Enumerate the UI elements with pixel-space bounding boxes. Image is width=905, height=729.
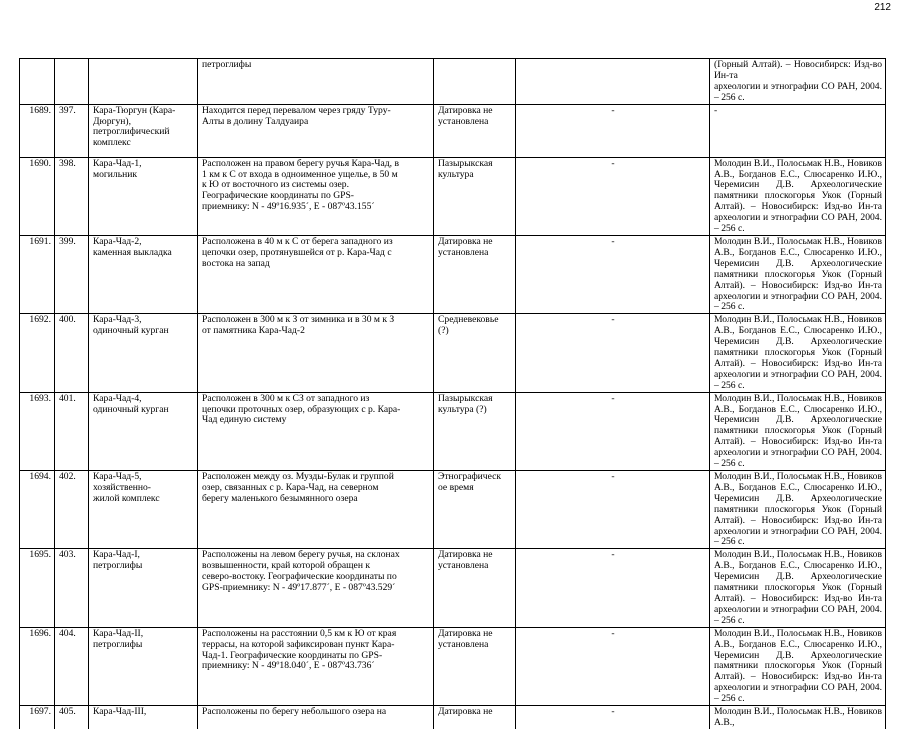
monuments-table <box>19 58 886 729</box>
literature-reference-cell: Молодин В.И., Полосьмак Н.В., Новиков А.В., Богданов Е.С., Слюсаренко И.Ю., Черемисин Д.В. Археологические памятники плоскогорья Укок (Горный Алтай). – Новосибирск: Изд-во Ин-та археологии и этнографии СО РАН, 2004. – 256 с. <box>710 157 886 235</box>
row-number-cell: 1693. <box>20 392 55 470</box>
dating-cell: Средневековье (?) <box>434 314 516 392</box>
protection-status-cell: - <box>516 392 710 470</box>
local-index-cell: 398. <box>55 157 89 235</box>
literature-reference-cell: Молодин В.И., Полосьмак Н.В., Новиков А.В., Богданов Е.С., Слюсаренко И.Ю., Черемисин Д.В. Археологические памятники плоскогорья Укок (Горный Алтай). – Новосибирск: Изд-во Ин-та археологии и этнографии СО РАН, 2004. – 256 с. <box>710 471 886 549</box>
location-description-cell: Расположен в 300 м к З от зимника и в 30 м к З от памятника Кара-Чад-2 <box>198 314 434 392</box>
literature-reference-cell: Молодин В.И., Полосьмак Н.В., Новиков А.В., <box>710 706 886 729</box>
local-index-cell: 405. <box>55 706 89 729</box>
table-row <box>20 706 886 729</box>
dating-cell: Этнографическ ое время <box>434 471 516 549</box>
monument-name-cell: Кара-Чад-2, каменная выкладка <box>89 235 198 313</box>
protection-status-cell <box>516 59 710 105</box>
row-number-cell: 1691. <box>20 235 55 313</box>
literature-reference-cell: Молодин В.И., Полосьмак Н.В., Новиков А.В., Богданов Е.С., Слюсаренко И.Ю., Черемисин Д.В. Археологические памятники плоскогорья Укок (Горный Алтай). – Новосибирск: Изд-во Ин-та археологии и этнографии СО РАН, 2004. – 256 с. <box>710 549 886 627</box>
row-number-cell <box>20 59 55 105</box>
row-number-cell: 1695. <box>20 549 55 627</box>
location-description-cell: Находится перед перевалом через гряду Туру- Алты в долину Талдуаира <box>198 104 434 157</box>
monument-name-cell: Кара-Чад-4, одиночный курган <box>89 392 198 470</box>
monument-name-cell: Кара-Чад-I, петроглифы <box>89 549 198 627</box>
row-number-cell: 1689. <box>20 104 55 157</box>
dating-cell <box>434 59 516 105</box>
dating-cell: Датировка не установлена <box>434 627 516 705</box>
page-number: 212 <box>874 2 891 13</box>
table-row <box>20 392 886 470</box>
dating-cell: Датировка не установлена <box>434 549 516 627</box>
dating-cell: Пазырыкская культура (?) <box>434 392 516 470</box>
literature-reference-cell: Молодин В.И., Полосьмак Н.В., Новиков А.В., Богданов Е.С., Слюсаренко И.Ю., Черемисин Д.В. Археологические памятники плоскогорья Укок (Горный Алтай). – Новосибирск: Изд-во Ин-та археологии и этнографии СО РАН, 2004. – 256 с. <box>710 392 886 470</box>
location-description-cell: Расположен между оз. Музды-Булак и группой озер, связанных с р. Кара-Чад, на северном берегу маленького безымянного озера <box>198 471 434 549</box>
local-index-cell: 397. <box>55 104 89 157</box>
row-number-cell: 1697. <box>20 706 55 729</box>
protection-status-cell: - <box>516 104 710 157</box>
row-number-cell: 1692. <box>20 314 55 392</box>
monument-name-cell: Кара-Чад-1, могильник <box>89 157 198 235</box>
local-index-cell: 399. <box>55 235 89 313</box>
local-index-cell: 401. <box>55 392 89 470</box>
location-description-cell: Расположены на расстоянии 0,5 км к Ю от края террасы, на которой зафиксирован пункт Кара- Чад-1. Географические координаты по GPS- приемнику: N - 49º18.040´, E - 087º43.736´ <box>198 627 434 705</box>
location-description-cell: петроглифы <box>198 59 434 105</box>
location-description-cell: Расположены по берегу небольшого озера на <box>198 706 434 729</box>
location-description-cell: Расположены на левом берегу ручья, на склонах возвышенности, край которой обращен к северо-востоку. Географические координаты по GPS-приемнику: N - 49º17.877´, E - 087º43.529´ <box>198 549 434 627</box>
dating-cell: Датировка не <box>434 706 516 729</box>
location-description-cell: Расположен в 300 м к СЗ от западного из цепочки проточных озер, образующих с р. Кара- Чад единую систему <box>198 392 434 470</box>
protection-status-cell: - <box>516 627 710 705</box>
literature-reference-cell: Молодин В.И., Полосьмак Н.В., Новиков А.В., Богданов Е.С., Слюсаренко И.Ю., Черемисин Д.В. Археологические памятники плоскогорья Укок (Горный Алтай). – Новосибирск: Изд-во Ин-та археологии и этнографии СО РАН, 2004. – 256 с. <box>710 235 886 313</box>
monument-name-cell: Кара-Чад-III, <box>89 706 198 729</box>
row-number-cell: 1694. <box>20 471 55 549</box>
table-row <box>20 627 886 705</box>
dating-cell: Датировка не установлена <box>434 104 516 157</box>
local-index-cell <box>55 59 89 105</box>
protection-status-cell: - <box>516 157 710 235</box>
monument-name-cell: Кара-Чад-5, хозяйственно- жилой комплекс <box>89 471 198 549</box>
monument-name-cell: Кара-Чад-3, одиночный курган <box>89 314 198 392</box>
table-row <box>20 549 886 627</box>
table-row <box>20 314 886 392</box>
local-index-cell: 400. <box>55 314 89 392</box>
table-row <box>20 235 886 313</box>
protection-status-cell: - <box>516 706 710 729</box>
local-index-cell: 404. <box>55 627 89 705</box>
literature-reference-cell: - <box>710 104 886 157</box>
row-number-cell: 1696. <box>20 627 55 705</box>
location-description-cell: Расположена в 40 м к С от берега западного из цепочки озер, протянувшейся от р. Кара-Чад с востока на запад <box>198 235 434 313</box>
table-row <box>20 471 886 549</box>
location-description-cell: Расположен на правом берегу ручья Кара-Чад, в 1 км к С от входа в одноименное ущелье, в 50 м к Ю от восточного из системы озер. Географические координаты по GPS- приемнику: N - 49º16.935´, E - 087º43.155´ <box>198 157 434 235</box>
literature-reference-cell: Молодин В.И., Полосьмак Н.В., Новиков А.В., Богданов Е.С., Слюсаренко И.Ю., Черемисин Д.В. Археологические памятники плоскогорья Укок (Горный Алтай). – Новосибирск: Изд-во Ин-та археологии и этнографии СО РАН, 2004. – 256 с. <box>710 314 886 392</box>
monument-name-cell <box>89 59 198 105</box>
table-row <box>20 104 886 157</box>
local-index-cell: 403. <box>55 549 89 627</box>
protection-status-cell: - <box>516 471 710 549</box>
row-number-cell: 1690. <box>20 157 55 235</box>
dating-cell: Пазырыкская культура <box>434 157 516 235</box>
protection-status-cell: - <box>516 549 710 627</box>
literature-reference-cell: Молодин В.И., Полосьмак Н.В., Новиков А.В., Богданов Е.С., Слюсаренко И.Ю., Черемисин Д.В. Археологические памятники плоскогорья Укок (Горный Алтай). – Новосибирск: Изд-во Ин-та археологии и этнографии СО РАН, 2004. – 256 с. <box>710 627 886 705</box>
table-row <box>20 157 886 235</box>
literature-reference-cell: (Горный Алтай). – Новосибирск: Изд-во Ин-та археологии и этнографии СО РАН, 2004. – 256 с. <box>710 59 886 105</box>
monument-name-cell: Кара-Тюргун (Кара- Дюргун), петроглифический комплекс <box>89 104 198 157</box>
dating-cell: Датировка не установлена <box>434 235 516 313</box>
local-index-cell: 402. <box>55 471 89 549</box>
protection-status-cell: - <box>516 314 710 392</box>
monument-name-cell: Кара-Чад-II, петроглифы <box>89 627 198 705</box>
protection-status-cell: - <box>516 235 710 313</box>
table-row <box>20 59 886 105</box>
